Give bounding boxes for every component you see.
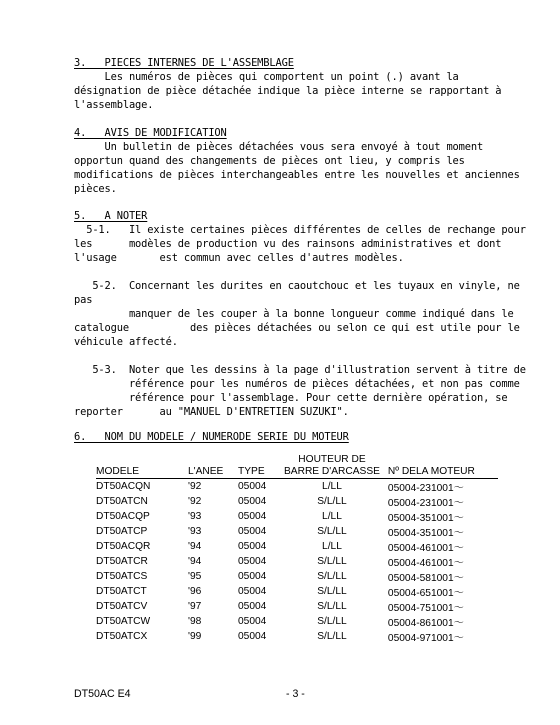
cell-modele: DT50ACQP — [96, 511, 150, 522]
section-3-line-3: l'assemblage. — [74, 99, 154, 111]
model-serial-table — [96, 454, 498, 644]
table-row — [96, 614, 498, 629]
note-5-3-line-1: 5-3. Noter que les dessins à la page d'illustration servent à titre de — [74, 364, 526, 376]
note-5-1-line-1: 5-1. Il existe certaines pièces différentes de celles de rechange pour — [74, 224, 526, 236]
cell-type: 05004 — [238, 586, 267, 597]
cell-type: 05004 — [238, 511, 267, 522]
cell-barre: S/L/LL — [317, 631, 347, 642]
cell-barre: S/L/LL — [317, 556, 347, 567]
cell-moteur: 05004-751001～ — [387, 603, 464, 614]
cell-moteur: 05004-461001～ — [387, 558, 464, 569]
table-row — [96, 494, 498, 509]
cell-barre: L/LL — [322, 511, 342, 522]
cell-type: 05004 — [238, 556, 267, 567]
col-header-barre-line-1: HOUTEUR DE — [298, 454, 366, 465]
cell-type: 05004 — [238, 601, 267, 612]
cell-moteur: 05004-231001～ — [387, 483, 464, 494]
cell-moteur: 05004-461001～ — [387, 543, 464, 554]
section-4-line-3: modifications de pièces interchangeables entre les nouvelles et anciennes — [74, 169, 520, 181]
cell-annee: '93 — [188, 511, 202, 522]
cell-moteur: 05004-351001～ — [387, 513, 464, 524]
section-5-title: 5. A NOTER — [74, 210, 148, 222]
table-row — [96, 554, 498, 569]
section-4-line-2: opportun quand des changements de pièces ont lieu, y compris les — [74, 155, 465, 167]
cell-moteur: 05004-581001～ — [387, 573, 464, 584]
cell-modele: DT50ATCW — [96, 616, 151, 627]
section-3-title: 3. PIECES INTERNES DE L'ASSEMBLAGE — [74, 57, 294, 69]
note-5-2-line-1: 5-2. Concernant les durites en caoutchouc et les tuyaux en vinyle, ne — [74, 280, 520, 292]
cell-annee: '95 — [188, 571, 202, 582]
note-5-1-line-3: l'usage est commun avec celles d'autres modèles. — [74, 252, 404, 264]
col-header-type: TYPE — [238, 454, 284, 479]
table-row — [96, 569, 498, 584]
cell-barre: S/L/LL — [317, 586, 347, 597]
section-4-line-4: pièces. — [74, 183, 117, 195]
footer-model-code: DT50AC E4 — [74, 688, 131, 700]
cell-modele: DT50ACQR — [96, 541, 151, 552]
note-5-1-line-2: les modèles de production vu des rainsons administratives et dont — [74, 238, 502, 250]
cell-barre: S/L/LL — [317, 616, 347, 627]
cell-modele: DT50ATCS — [96, 571, 148, 582]
table-row — [96, 479, 498, 495]
cell-annee: '92 — [188, 496, 202, 507]
cell-moteur: 05004-971001～ — [387, 633, 464, 644]
col-header-annee: L'ANEE — [178, 454, 238, 479]
cell-barre: S/L/LL — [317, 496, 347, 507]
cell-modele: DT50ATCR — [96, 556, 148, 567]
cell-annee: '97 — [188, 601, 202, 612]
cell-barre: S/L/LL — [317, 526, 347, 537]
cell-moteur: 05004-861001～ — [387, 618, 464, 629]
table-row — [96, 629, 498, 644]
cell-modele: DT50ATCN — [96, 496, 148, 507]
note-5-2-line-2: pas — [74, 294, 93, 306]
cell-modele: DT50ATCV — [96, 601, 148, 612]
col-header-modele: MODELE — [96, 454, 178, 479]
col-header-moteur: Nº DELA MOTEUR — [380, 454, 498, 479]
cell-modele: DT50ACQN — [96, 481, 151, 492]
cell-modele: DT50ATCT — [96, 586, 147, 597]
cell-barre: S/L/LL — [317, 601, 347, 612]
note-5-2-line-3: manquer de les couper à la bonne longueur comme indiqué dans le — [74, 308, 514, 320]
cell-barre: L/LL — [322, 481, 342, 492]
note-5-3-line-3: référence pour l'assemblage. Pour cette dernière opération, se — [74, 392, 508, 404]
cell-type: 05004 — [238, 541, 267, 552]
cell-moteur: 05004-231001～ — [387, 498, 464, 509]
note-5-2-line-5: véhicule affecté. — [74, 336, 178, 348]
cell-annee: '96 — [188, 586, 202, 597]
table-row — [96, 509, 498, 524]
table-row — [96, 599, 498, 614]
col-header-barre-line-2: BARRE D'ARCASSE — [284, 466, 380, 477]
cell-annee: '94 — [188, 556, 202, 567]
note-5-3-line-4: reporter au "MANUEL D'ENTRETIEN SUZUKI". — [74, 406, 349, 418]
cell-annee: '92 — [188, 481, 202, 492]
section-4-line-1: Un bulletin de pièces détachées vous sera envoyé à tout moment — [74, 141, 484, 153]
table-row — [96, 539, 498, 554]
cell-type: 05004 — [238, 526, 267, 537]
col-header-barre — [284, 454, 380, 479]
cell-modele: DT50ATCP — [96, 526, 148, 537]
cell-type: 05004 — [238, 571, 267, 582]
table-row — [96, 584, 498, 599]
cell-type: 05004 — [238, 481, 267, 492]
section-3-line-2: désignation de pièce détachée indique la pièce interne se rapportant à — [74, 85, 502, 97]
cell-annee: '98 — [188, 616, 202, 627]
cell-type: 05004 — [238, 616, 267, 627]
cell-type: 05004 — [238, 496, 267, 507]
note-5-2-line-4: catalogue des pièces détachées ou selon ce qui est utile pour le — [74, 322, 520, 334]
note-5-3-line-2: référence pour les numéros de pièces détachées, et non pas comme — [74, 378, 520, 390]
table-header-row — [96, 454, 498, 479]
cell-moteur: 05004-351001～ — [387, 528, 464, 539]
cell-moteur: 05004-651001～ — [387, 588, 464, 599]
cell-annee: '99 — [188, 631, 202, 642]
section-4-title: 4. AVIS DE MODIFICATION — [74, 127, 227, 139]
cell-barre: L/LL — [322, 541, 342, 552]
section-6-title: 6. NOM DU MODELE / NUMERODE SERIE DU MOTEUR — [74, 431, 349, 443]
section-3-line-1: Les numéros de pièces qui comportent un point (.) avant la — [74, 71, 459, 83]
page-number: - 3 - — [286, 688, 305, 700]
cell-annee: '93 — [188, 526, 202, 537]
cell-type: 05004 — [238, 631, 267, 642]
cell-modele: DT50ATCX — [96, 631, 148, 642]
cell-barre: S/L/LL — [317, 571, 347, 582]
table-row — [96, 524, 498, 539]
cell-annee: '94 — [188, 541, 202, 552]
